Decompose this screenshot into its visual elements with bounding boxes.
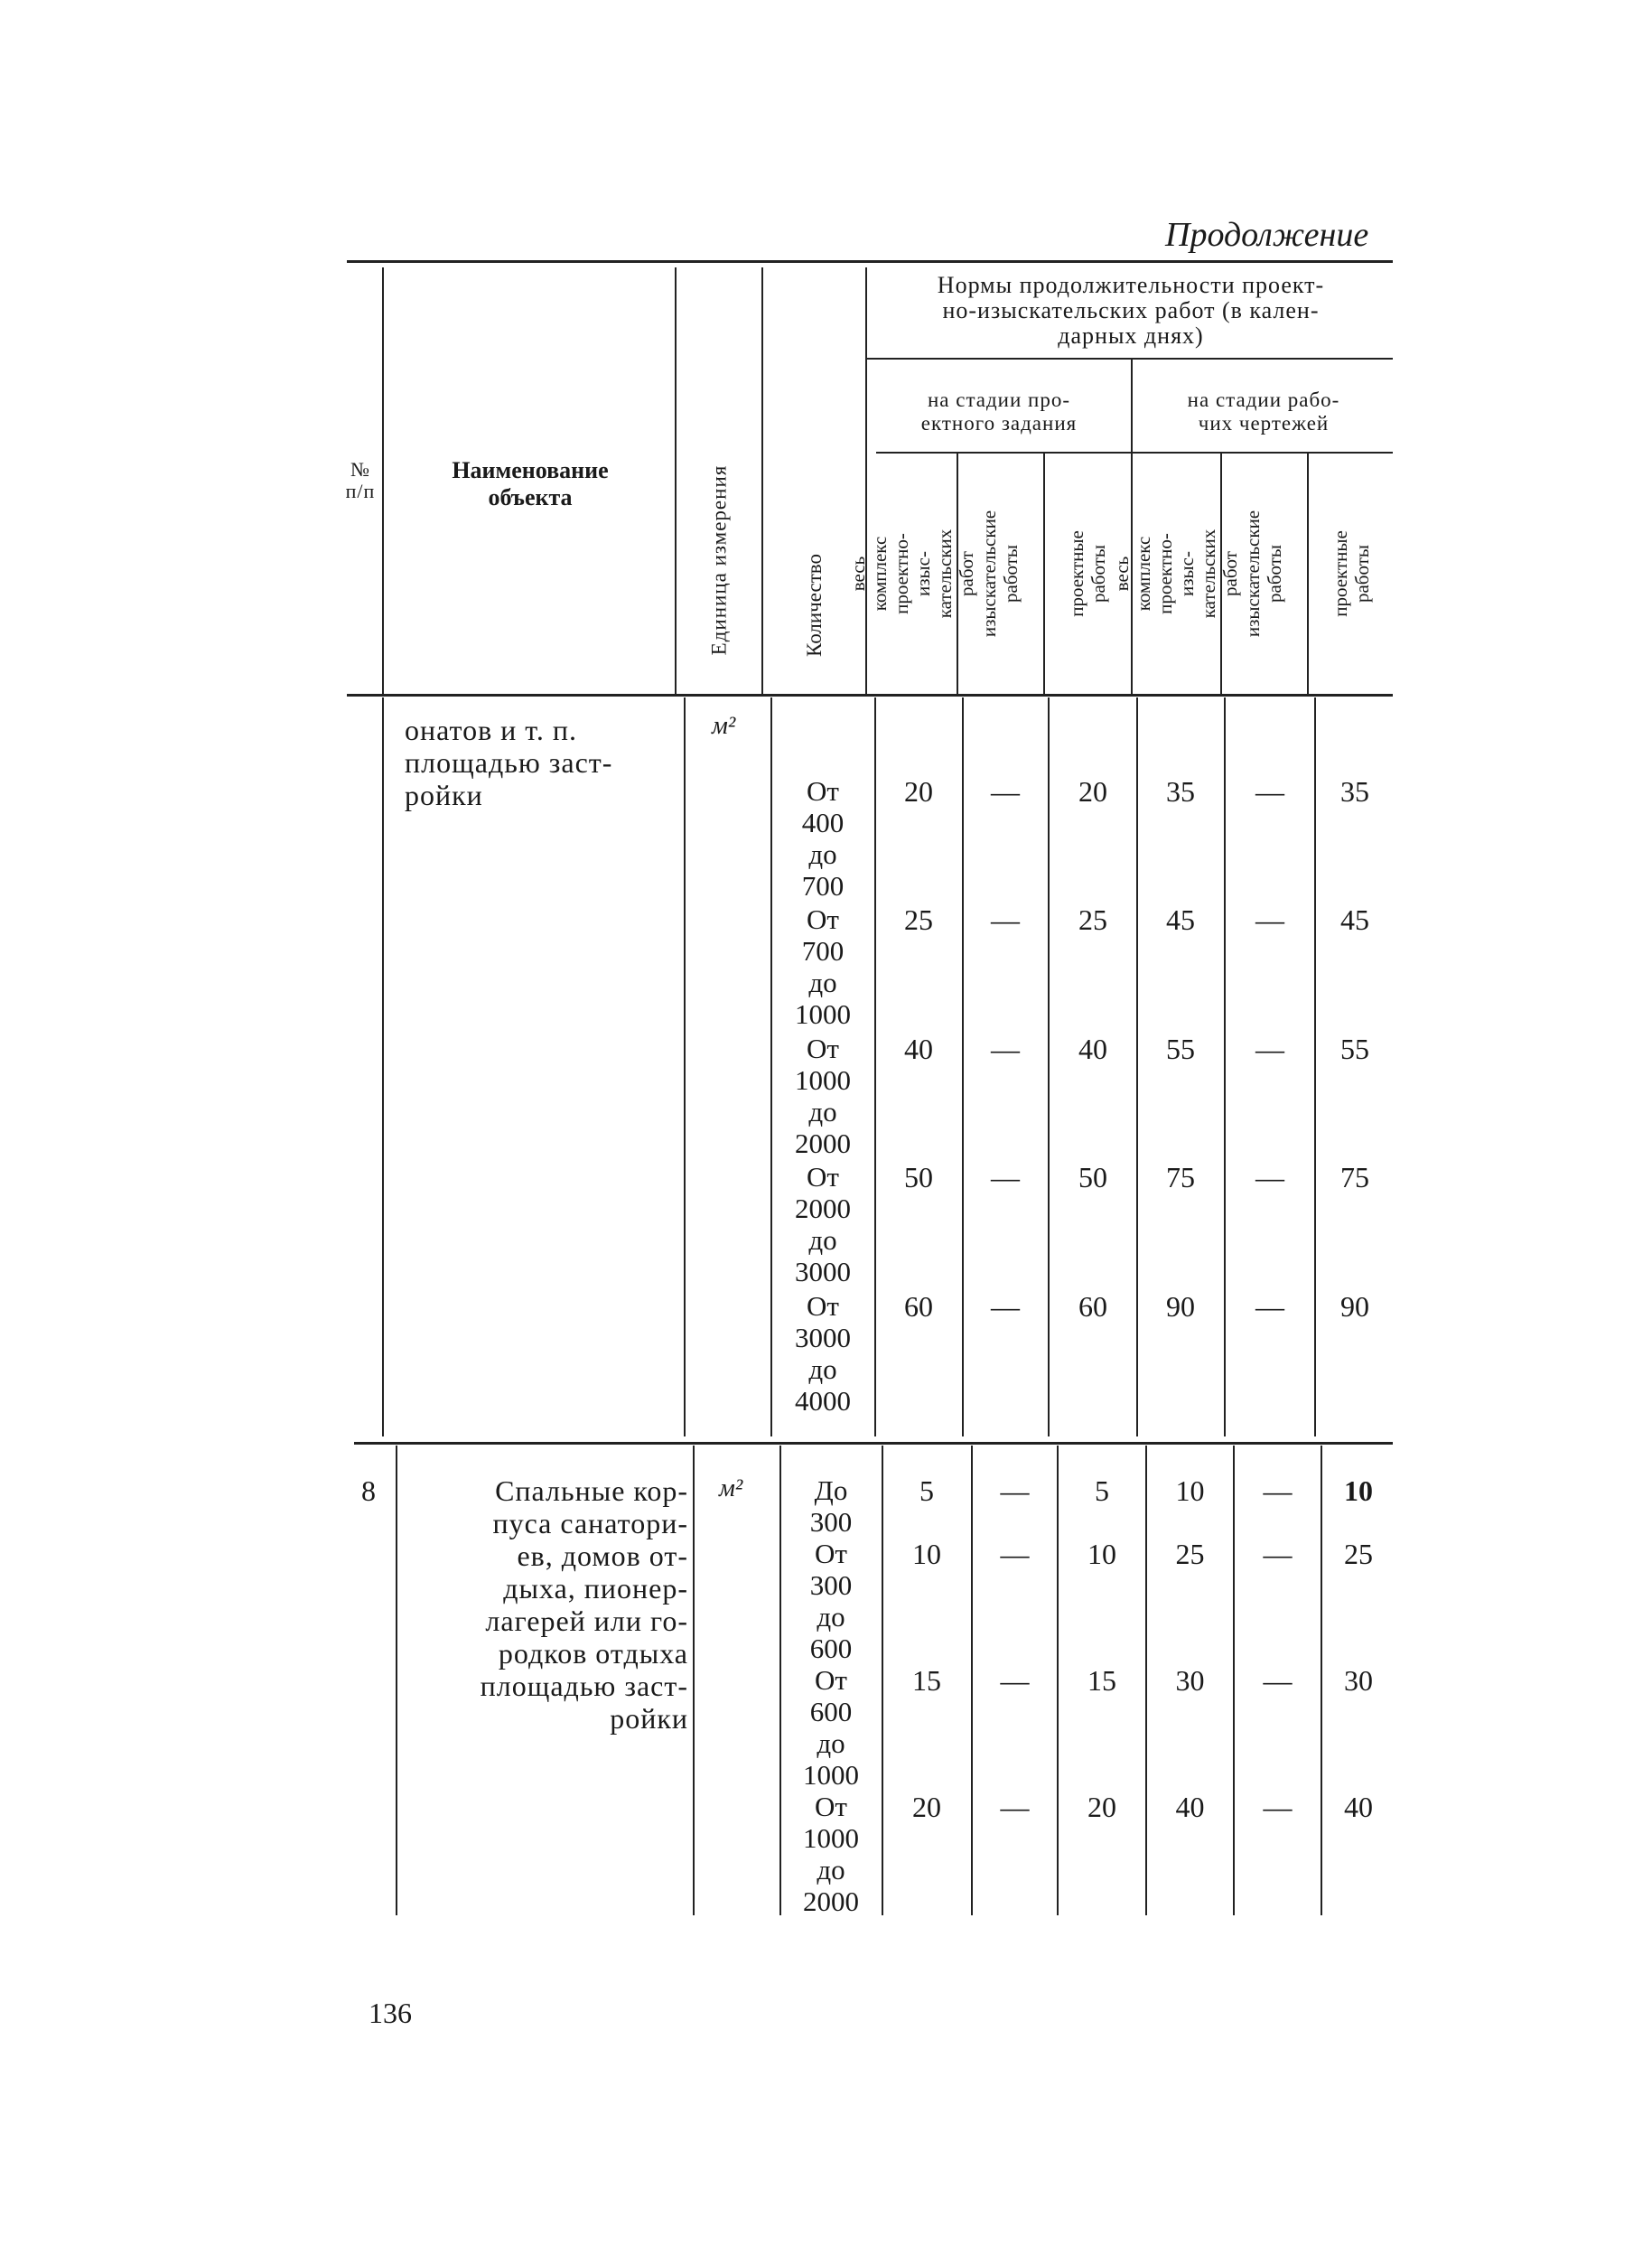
- header-name: Наименование объекта: [452, 457, 609, 510]
- s2-value: —: [1000, 1664, 1030, 1697]
- header-stage1: на стадии про- ектного задания: [920, 388, 1078, 435]
- stage-rule: [876, 452, 1393, 454]
- s2-value: 40: [1344, 1791, 1373, 1823]
- s1-value: —: [1255, 903, 1284, 936]
- s2-value: 5: [919, 1474, 934, 1507]
- s2-vline-2: [693, 1446, 695, 1915]
- s1-value: 55: [1166, 1033, 1195, 1065]
- s1-value: 20: [1078, 775, 1107, 808]
- s2-name: Спальные кор- пуса санатори- ев, домов от- дыха, пионер- лагерей или го- родков отдыха площадью заст- ройки: [480, 1474, 688, 1735]
- s2-value: 20: [1087, 1791, 1116, 1823]
- s1-vline-9: [1314, 697, 1316, 1436]
- s1-qty: От 2000 до 3000: [795, 1161, 851, 1287]
- table-top-rule: [347, 260, 1393, 263]
- s2-value: 30: [1175, 1664, 1205, 1697]
- s2-value: —: [1000, 1538, 1030, 1570]
- s2-value: 10: [1175, 1474, 1205, 1507]
- page-number: 136: [369, 1997, 412, 2029]
- continuation-label: Продолжение: [1165, 216, 1369, 254]
- s1-vline-1: [382, 697, 384, 1436]
- s2-value: —: [1263, 1791, 1293, 1823]
- header-vline-1: [382, 267, 384, 694]
- s1-vline-6: [1048, 697, 1050, 1436]
- s1-value: —: [991, 1161, 1020, 1193]
- s1-vline-3: [770, 697, 772, 1436]
- s1-value: —: [1255, 775, 1284, 808]
- s1-value: 35: [1340, 775, 1369, 808]
- norms-rule: [867, 358, 1393, 360]
- s2-value: —: [1000, 1474, 1030, 1507]
- s1-value: 90: [1340, 1290, 1369, 1323]
- s2-value: —: [1263, 1664, 1293, 1697]
- s2-value: 10: [1344, 1474, 1373, 1507]
- s1-value: —: [1255, 1161, 1284, 1193]
- s2-value: 30: [1344, 1664, 1373, 1697]
- s1-value: —: [1255, 1033, 1284, 1065]
- s1-value: 40: [1078, 1033, 1107, 1065]
- header-sub4: весь комплекс проектно-изыс- кательских работ: [1111, 529, 1242, 619]
- s2-value: 10: [912, 1538, 941, 1570]
- s1-vline-8: [1224, 697, 1226, 1436]
- s1-value: 25: [1078, 903, 1107, 936]
- s1-value: 40: [904, 1033, 933, 1065]
- header-sub5: изыскательские работы: [1242, 510, 1286, 638]
- s2-qty: От 600 до 1000: [803, 1664, 859, 1791]
- s1-value: 75: [1340, 1161, 1369, 1193]
- s2-value: 10: [1087, 1538, 1116, 1570]
- s1-value: —: [991, 775, 1020, 808]
- s2-unit: м²: [719, 1474, 743, 1502]
- header-sub1: весь комплекс проектно-изыс- кательских работ: [847, 529, 978, 619]
- header-sub2: изыскательские работы: [978, 510, 1022, 638]
- s1-qty: От 700 до 1000: [795, 903, 851, 1030]
- header-bottom-rule: [347, 694, 1393, 697]
- s2-vline-3: [779, 1446, 781, 1915]
- s1-value: 35: [1166, 775, 1195, 808]
- s1-value: 55: [1340, 1033, 1369, 1065]
- s2-value: 25: [1175, 1538, 1205, 1570]
- header-sub3: проектные работы: [1066, 530, 1109, 617]
- s2-value: 5: [1095, 1474, 1109, 1507]
- s2-qty: От 1000 до 2000: [803, 1791, 859, 1917]
- s2-value: —: [1263, 1474, 1293, 1507]
- s1-value: 50: [1078, 1161, 1107, 1193]
- s1-qty: От 3000 до 4000: [795, 1290, 851, 1417]
- s1-vline-5: [962, 697, 964, 1436]
- s1-value: 25: [904, 903, 933, 936]
- s2-vline-1: [396, 1446, 397, 1915]
- s1-value: 20: [904, 775, 933, 808]
- s1-vline-2: [684, 697, 686, 1436]
- header-stage2: на стадии рабо- чих чертежей: [1187, 388, 1340, 435]
- s2-value: 15: [912, 1664, 941, 1697]
- s2-value: 15: [1087, 1664, 1116, 1697]
- s1-value: —: [991, 1290, 1020, 1323]
- s1-qty: От 1000 до 2000: [795, 1033, 851, 1159]
- s2-value: 20: [912, 1791, 941, 1823]
- s1-value: 60: [1078, 1290, 1107, 1323]
- header-norms: Нормы продолжительности проект- но-изыскательских работ (в кален- дарных днях): [937, 272, 1325, 349]
- s2-qty: От 300 до 600: [809, 1538, 853, 1664]
- s1-qty: От 400 до 700: [801, 775, 845, 902]
- header-qty: Количество: [802, 554, 826, 657]
- section-divider-rule: [354, 1442, 1393, 1445]
- s1-value: —: [1255, 1290, 1284, 1323]
- s1-value: 50: [904, 1161, 933, 1193]
- s1-value: 90: [1166, 1290, 1195, 1323]
- s1-value: 45: [1166, 903, 1195, 936]
- s2-num: 8: [361, 1474, 376, 1507]
- s1-unit: м²: [712, 712, 736, 740]
- s1-vline-4: [874, 697, 876, 1436]
- header-num: № п/п: [345, 458, 376, 502]
- header-unit: Единица измерения: [707, 464, 730, 656]
- s1-name: онатов и т. п. площадью заст- ройки: [405, 714, 613, 811]
- s2-qty: До 300: [809, 1474, 853, 1538]
- s2-value: —: [1263, 1538, 1293, 1570]
- s1-value: 60: [904, 1290, 933, 1323]
- header-vline-4: [865, 267, 867, 694]
- header-sub6: проектные работы: [1329, 530, 1373, 617]
- s2-value: 40: [1175, 1791, 1205, 1823]
- s2-value: —: [1000, 1791, 1030, 1823]
- s1-value: —: [991, 903, 1020, 936]
- s1-vline-7: [1136, 697, 1138, 1436]
- s1-value: —: [991, 1033, 1020, 1065]
- s2-value: 25: [1344, 1538, 1373, 1570]
- s1-value: 75: [1166, 1161, 1195, 1193]
- s1-value: 45: [1340, 903, 1369, 936]
